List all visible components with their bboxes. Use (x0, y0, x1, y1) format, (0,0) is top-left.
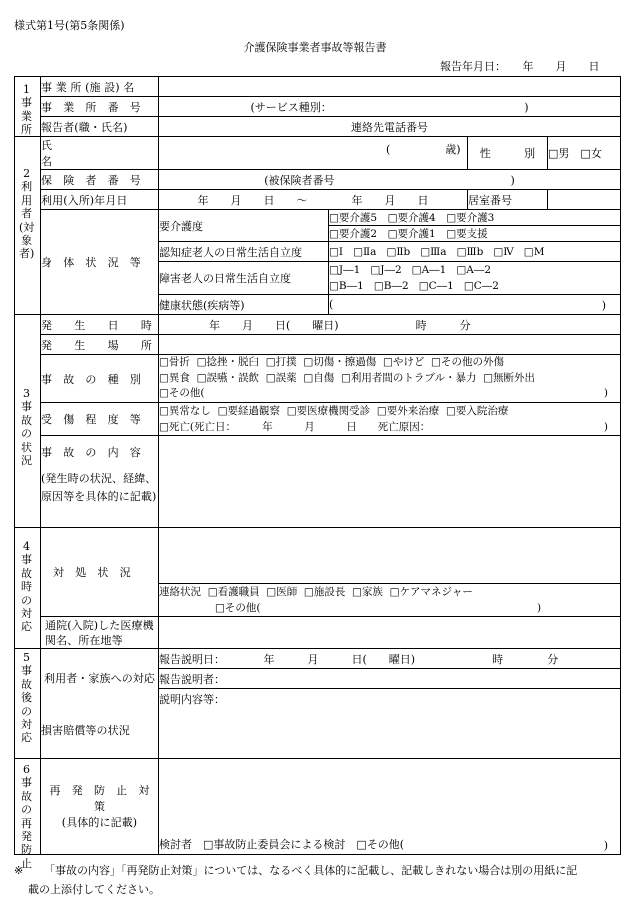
care-level-1-checkbox[interactable] (388, 228, 398, 240)
checkbox-label: 施設長 (313, 586, 346, 598)
section-char: 故 (21, 413, 32, 427)
female-checkbox[interactable] (580, 147, 590, 160)
checkbox[interactable] (412, 264, 422, 276)
accident-type-options[interactable] (159, 355, 621, 403)
response-field[interactable] (159, 528, 621, 584)
explainer-label: 報告説明者： (159, 672, 225, 686)
type-other-close: ) (603, 387, 608, 400)
prevention-field[interactable] (159, 759, 621, 835)
form-title: 介護保険事業者事故等報告書 (243, 41, 387, 54)
checkbox[interactable] (352, 586, 362, 598)
checkbox-label: Ⅲa (430, 245, 447, 258)
accident-report-table (14, 76, 621, 870)
section-char: 時 (21, 580, 32, 594)
section-char: (対 (19, 220, 35, 234)
section-char: 後 (21, 691, 32, 705)
occurrence-datetime-field[interactable] (159, 315, 621, 335)
accident-content-field[interactable] (159, 436, 621, 528)
section-char: 業 (21, 109, 32, 123)
contact-other-checkbox[interactable] (215, 602, 225, 614)
checkbox-label: 医師 (276, 586, 298, 598)
checkbox-label: 切傷・擦過傷 (313, 356, 377, 369)
section-char: 対 (21, 607, 32, 621)
checkbox-label: 家族 (361, 586, 383, 598)
checkbox[interactable] (420, 246, 430, 258)
insured-number: (被保険者番号 ) (264, 173, 515, 187)
checkbox[interactable] (159, 356, 169, 368)
response-label: 対 処 状 況 (41, 528, 159, 617)
injury-level-options[interactable] (159, 403, 621, 436)
section-char: 故 (21, 566, 32, 580)
checkbox-label: Ⅳ (503, 245, 514, 258)
v5-vertical-text (21, 651, 32, 745)
section-char: 事 (21, 400, 32, 414)
health-close: ) (601, 299, 606, 312)
section-char: 防 (21, 843, 32, 857)
checkbox-label: 誤薬 (275, 371, 297, 384)
checkbox[interactable] (329, 264, 339, 276)
checkbox-label: やけど (392, 356, 425, 369)
age-field: ( 歳) (386, 143, 461, 156)
care-option: 要支援 (456, 228, 488, 240)
facility-number-field[interactable] (159, 97, 621, 117)
section-char: 事 (21, 776, 32, 790)
v3-vertical-text (21, 387, 32, 467)
explain-content-label: 説明内容等： (159, 692, 225, 706)
care-level-row1[interactable] (329, 210, 621, 226)
hospital-field[interactable] (159, 617, 621, 649)
review-label: 検討者 (159, 838, 192, 852)
checkbox-label: 捻挫・脱臼 (206, 356, 260, 369)
section-char: 6 (23, 763, 30, 776)
checkbox[interactable] (303, 372, 313, 384)
section-char: 用 (21, 193, 33, 207)
checkbox[interactable] (383, 356, 393, 368)
explainer-field[interactable] (159, 669, 621, 689)
health-field[interactable] (329, 295, 621, 315)
service-type: (サービス種別： ) (250, 100, 529, 114)
contact-other-label: その他( (224, 602, 261, 614)
room-number-field[interactable] (548, 190, 621, 210)
facility-name-field[interactable] (159, 77, 621, 97)
occurrence-place-label: 発 生 場 所 (41, 335, 159, 355)
checkbox[interactable] (159, 405, 169, 417)
accident-content-title: 事 故 の 内 容 (41, 446, 141, 459)
footer-note-line1: 「事故の内容」「再発防止対策」については、なるべく具体的に記載し、記載しきれない場合は別の用紙に記 (44, 864, 578, 877)
facility-name-label: 事 業 所 (施 設) 名 (41, 77, 159, 97)
prevention-title: 再 発 防 止 対 策 (49, 783, 161, 813)
accident-type-label: 事 故 の 種 別 (41, 355, 159, 403)
insurer-number-field[interactable] (159, 170, 621, 190)
checkbox-label: A―1 (421, 264, 447, 276)
checkbox-label: 誤嚥・誤飲 (206, 371, 260, 384)
section-char: 応 (21, 620, 32, 634)
care-option: 要介護2 (338, 228, 378, 240)
checkbox[interactable] (353, 246, 363, 258)
section-char: 事 (21, 664, 32, 678)
checkbox-label: 看護職員 (217, 586, 260, 598)
reporter-label: 報告者(職・氏名) (41, 117, 159, 137)
footer-mark: ※ (14, 864, 24, 877)
male-checkbox[interactable] (548, 147, 558, 160)
family-response-label (41, 649, 159, 759)
section-char: 者) (19, 247, 35, 261)
checkbox[interactable] (197, 372, 207, 384)
admission-date-value: 年 月 日 ～ 年 月 日 (197, 193, 429, 207)
sex-field[interactable] (548, 137, 621, 170)
user-name-field[interactable] (159, 137, 468, 170)
reporter-field[interactable] (159, 117, 621, 137)
section-char: 利 (21, 180, 33, 194)
review-other-close: ) (603, 838, 608, 852)
checkbox-label: 骨折 (168, 356, 190, 369)
section-char: 4 (23, 540, 30, 553)
committee-checkbox[interactable] (203, 838, 213, 851)
contact-status[interactable] (159, 584, 621, 617)
contact-other-close: ) (537, 602, 542, 614)
report-date: 報告年月日： 年 月 日 (440, 60, 600, 73)
section-char: 発 (21, 830, 32, 844)
admission-date-field[interactable] (159, 190, 468, 210)
checkbox-label: J―2 (380, 264, 402, 276)
checkbox[interactable] (266, 586, 276, 598)
section-char: 3 (23, 387, 30, 400)
section-char: 事 (21, 553, 32, 567)
care-option: 要介護3 (456, 212, 495, 224)
checkbox-label: Ⅰ (338, 245, 344, 258)
compensation-field[interactable] (159, 709, 621, 759)
section-char: 事 (21, 96, 32, 110)
care-level-row2[interactable] (329, 226, 621, 242)
insurer-number-label: 保 険 者 番 号 (41, 170, 159, 190)
checkbox-label: 要入院治療 (455, 405, 509, 417)
accident-content-note: (発生時の状況、経緯、原因等を具体的に記載) (41, 472, 157, 503)
review-field[interactable] (159, 835, 621, 855)
checkbox-label: ケアマネジャー (399, 586, 473, 598)
family-response-title: 利用者・家族への対応 (44, 672, 155, 685)
section-char: 再 (21, 816, 32, 830)
v2-vertical-text (19, 167, 34, 261)
checkbox[interactable] (386, 246, 396, 258)
checkbox[interactable] (329, 246, 339, 258)
checkbox-label: B―1 (338, 280, 364, 292)
explain-date: 報告説明日： 年 月 日( 曜日) 時 分 (159, 652, 559, 666)
support-checkbox[interactable] (446, 228, 456, 240)
checkbox-label: 要外来治療 (386, 405, 440, 417)
checkbox-label: 要医療機関受診 (296, 405, 371, 417)
checkbox[interactable] (446, 405, 456, 417)
section-char: 止 (21, 856, 32, 870)
checkbox[interactable] (464, 280, 474, 292)
checkbox[interactable] (374, 280, 384, 292)
checkbox-label: A―2 (466, 264, 492, 276)
v6-vertical-text (21, 763, 32, 870)
dementia-options[interactable] (329, 242, 621, 262)
male-label: 男 (558, 147, 570, 160)
accident-content-label (41, 436, 159, 528)
section-char: 者 (21, 207, 33, 221)
section-char: の (21, 803, 32, 817)
explain-date-field[interactable] (159, 649, 621, 669)
type-other-checkbox[interactable] (159, 387, 169, 399)
checkbox-label: C―1 (428, 280, 454, 292)
checkbox[interactable] (218, 405, 228, 417)
female-label: 女 (590, 147, 602, 160)
disability-label: 障害老人の日常生活自立度 (159, 262, 329, 295)
checkbox-label: 要経過観察 (227, 405, 281, 417)
checkbox[interactable] (431, 356, 441, 368)
section-1-header (15, 77, 41, 137)
checkbox[interactable] (266, 372, 276, 384)
room-number-label: 居室番号 (468, 190, 548, 210)
checkbox-label: 自傷 (313, 371, 335, 384)
disability-options[interactable] (329, 262, 621, 295)
injury-level-label: 受 傷 程 度 等 (41, 403, 159, 436)
death-checkbox[interactable] (159, 421, 169, 433)
form-number: 様式第1号(第5条関係) (14, 19, 125, 32)
checkbox-label: J―1 (338, 264, 361, 276)
user-name-label: 氏 名 (41, 137, 159, 170)
contact-phone-label: 連絡先電話番号 (351, 120, 428, 134)
care-level-4-checkbox[interactable] (388, 212, 398, 224)
occurrence-datetime-value: 年 月 日( 曜日) 時 分 (209, 318, 471, 332)
care-option: 要介護5 (338, 212, 378, 224)
section-char: 応 (21, 731, 32, 745)
checkbox[interactable] (493, 246, 503, 258)
section-5-header (15, 649, 41, 759)
checkbox[interactable] (457, 246, 467, 258)
section-char: 故 (21, 677, 32, 691)
care-option: 要介護4 (397, 212, 436, 224)
prevention-note: (具体的に記載) (61, 815, 138, 829)
checkbox[interactable] (266, 356, 276, 368)
section-4-header (15, 528, 41, 649)
checkbox[interactable] (456, 264, 466, 276)
checkbox-label: Ⅱb (396, 245, 411, 258)
occurrence-place-field[interactable] (159, 335, 621, 355)
hospital-label: 通院(入院)した医療機関名、所在地等 (41, 617, 159, 649)
dementia-label: 認知症老人の日常生活自立度 (159, 242, 329, 262)
prevention-label (41, 759, 159, 855)
section-char: の (21, 593, 32, 607)
checkbox-label: B―2 (383, 280, 409, 292)
health-label: 健康状態(疾病等) (159, 295, 329, 315)
checkbox-label: 異食 (168, 371, 190, 384)
sex-label: 性 別 (468, 137, 548, 170)
section-char: 対 (21, 718, 32, 732)
checkbox[interactable] (377, 405, 387, 417)
checkbox[interactable] (419, 280, 429, 292)
checkbox[interactable] (208, 586, 218, 598)
physical-status-label: 身 体 状 況 等 (41, 210, 159, 315)
checkbox[interactable] (390, 586, 400, 598)
v4-vertical-text (21, 540, 32, 634)
health-open: ( (329, 298, 334, 311)
facility-number-label: 事 業 所 番 号 (41, 97, 159, 117)
footer-note-line2: 載の上添付してください。 (28, 883, 160, 896)
care-level-3-checkbox[interactable] (446, 212, 456, 224)
section-char: 1 (23, 83, 30, 96)
checkbox[interactable] (303, 356, 313, 368)
v1-vertical-text (21, 83, 32, 137)
checkbox-label: C―2 (473, 280, 499, 292)
section-6-header (15, 759, 41, 870)
section-char: 状 (21, 440, 32, 454)
death-close: ) (603, 421, 608, 433)
checkbox[interactable] (159, 372, 169, 384)
committee-label: 事故防止委員会による検討 (213, 838, 346, 852)
contact-status-label: 連絡状況 (159, 586, 201, 598)
section-char: の (21, 704, 32, 718)
checkbox-label: 異常なし (168, 405, 211, 417)
occurrence-datetime-label: 発 生 日 時 (41, 315, 159, 335)
death-label: 死亡(死亡日： 年 月 日 死亡原因： (168, 421, 431, 433)
checkbox[interactable] (287, 405, 297, 417)
checkbox-label: Ⅱa (363, 245, 377, 258)
checkbox[interactable] (483, 372, 493, 384)
checkbox-label: M (533, 245, 545, 258)
section-char: 5 (23, 651, 30, 664)
checkbox-label: その他の外傷 (440, 356, 504, 369)
section-char: 故 (21, 789, 32, 803)
checkbox[interactable] (304, 586, 314, 598)
checkbox[interactable] (341, 372, 351, 384)
care-level-label: 要介護度 (159, 210, 329, 242)
section-char: 2 (23, 167, 31, 180)
section-3-header (15, 315, 41, 528)
section-2-header (15, 137, 41, 315)
review-other-checkbox[interactable] (356, 838, 366, 851)
checkbox[interactable] (197, 356, 207, 368)
section-char: 所 (21, 123, 32, 137)
explain-content-field[interactable] (159, 689, 621, 709)
checkbox[interactable] (370, 264, 380, 276)
section-char: の (21, 427, 32, 441)
section-char: 況 (21, 454, 32, 468)
care-level-5-checkbox[interactable] (329, 212, 339, 224)
compensation-label: 損害賠償等の状況 (41, 724, 130, 737)
checkbox[interactable] (524, 246, 534, 258)
checkbox-label: 打撲 (275, 356, 297, 369)
admission-date-label: 利用(入所)年月日 (41, 190, 159, 210)
checkbox[interactable] (329, 280, 339, 292)
type-other-label: その他( (168, 387, 205, 400)
care-option: 要介護1 (397, 228, 436, 240)
checkbox-label: Ⅲb (466, 245, 484, 258)
checkbox-label: 無断外出 (493, 371, 536, 384)
care-level-2-checkbox[interactable] (329, 228, 339, 240)
section-char: 象 (21, 234, 33, 248)
checkbox-label: 利用者間のトラブル・暴力 (350, 371, 477, 384)
review-other-label: その他( (366, 838, 405, 852)
